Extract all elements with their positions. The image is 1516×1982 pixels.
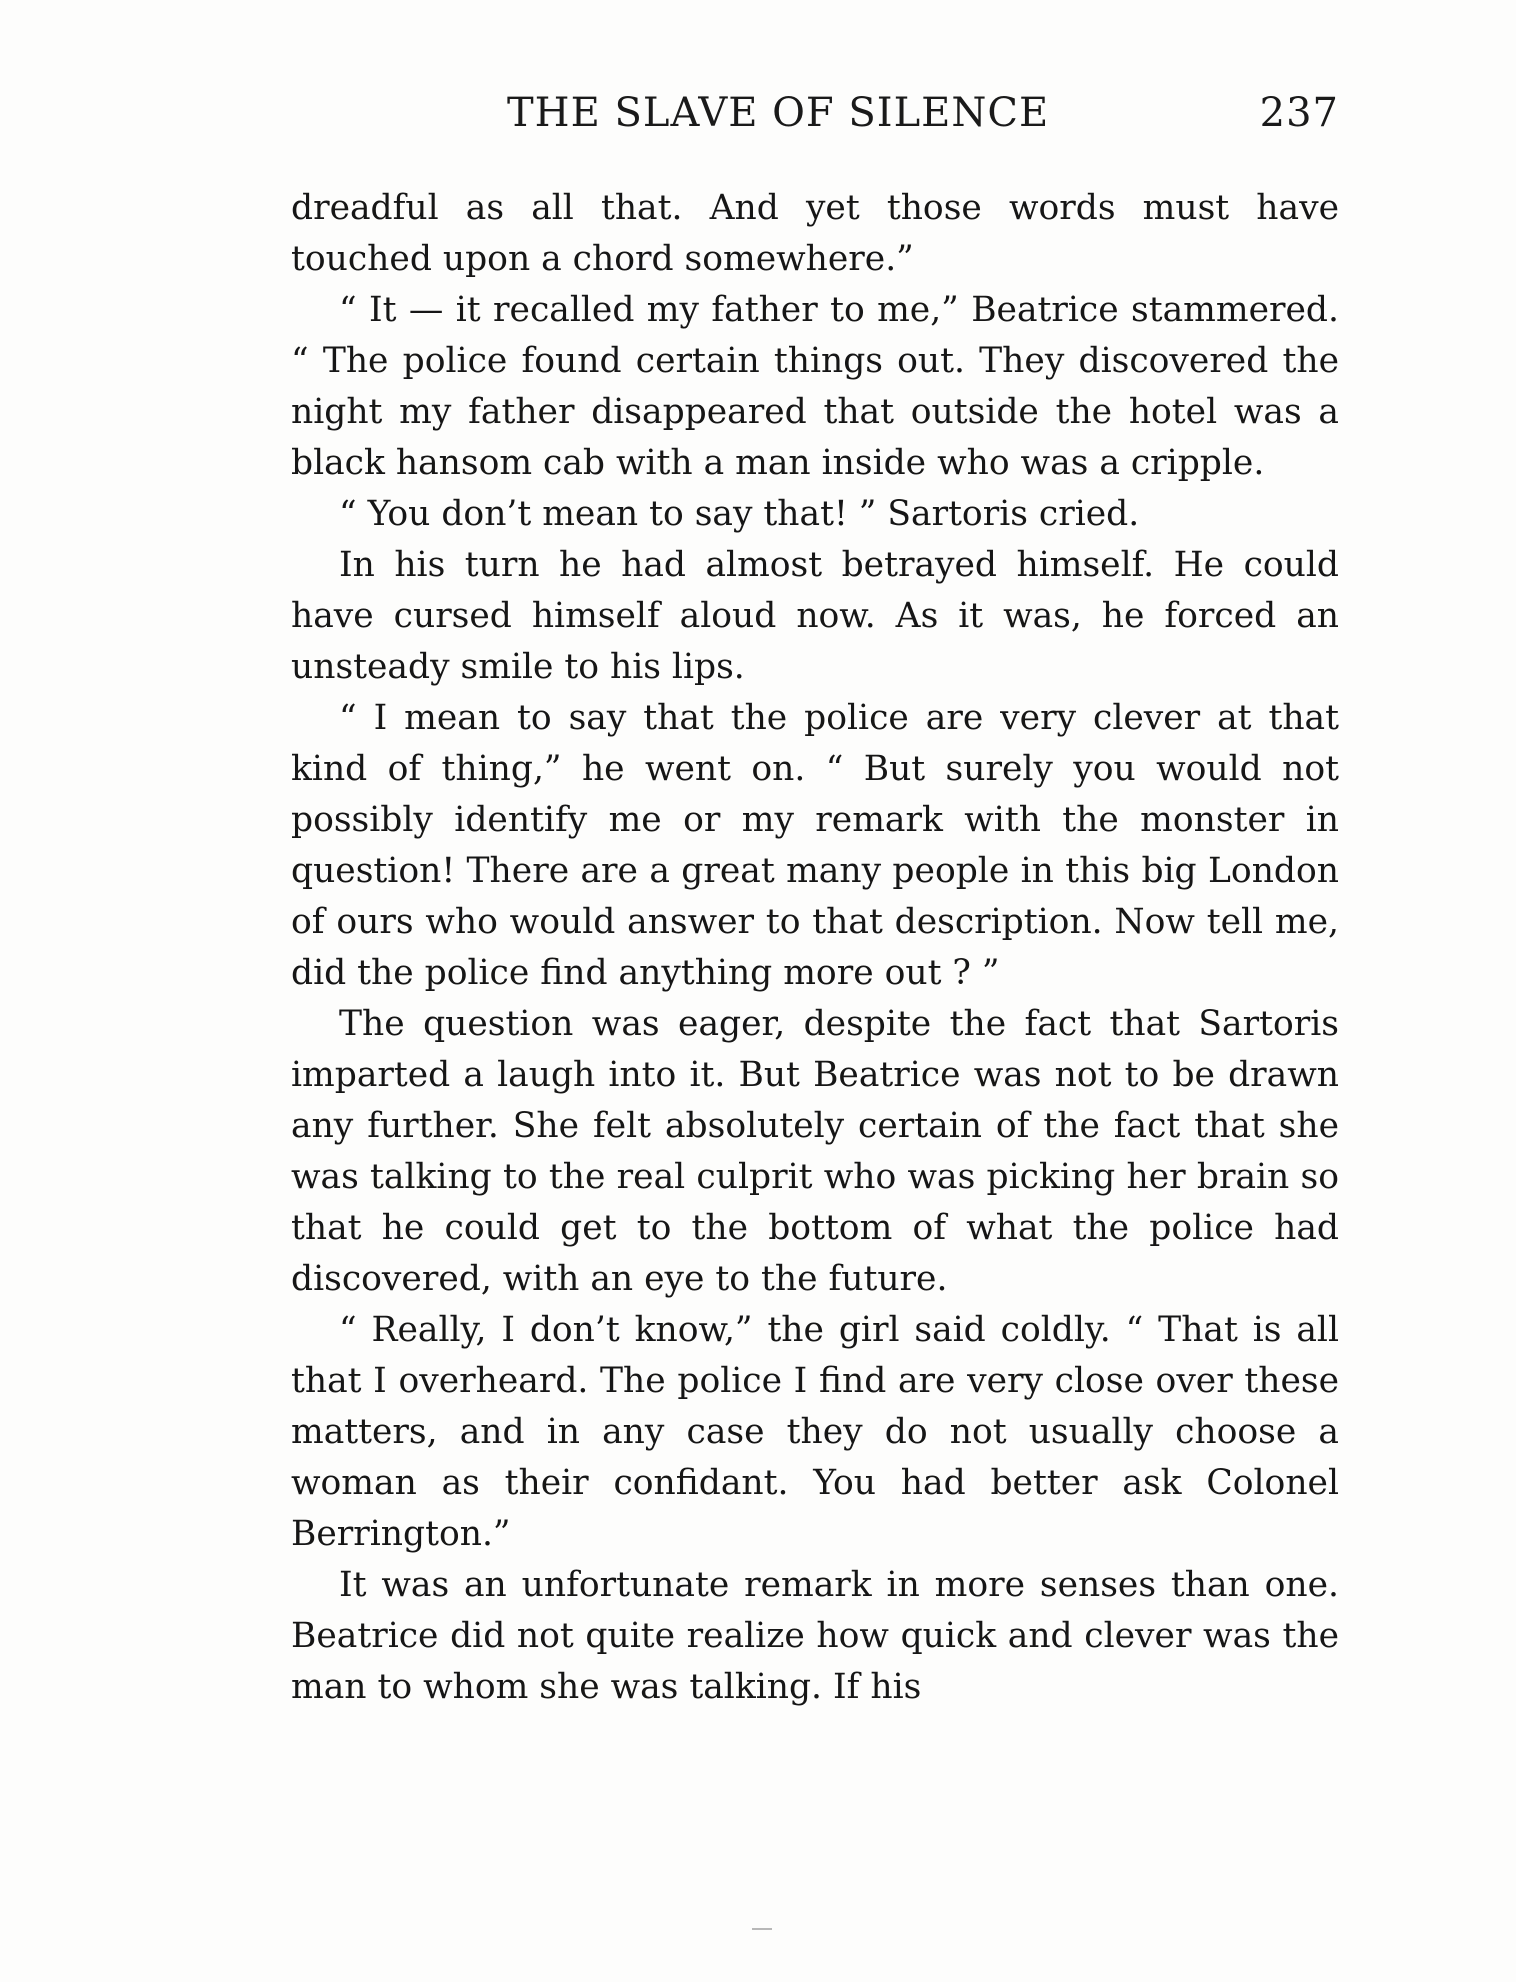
paragraph: “ You don’t mean to say that! ” Sartoris cried. [339,494,1140,534]
paragraph: It was an unfortunate remark in more senses than one. Beatrice did not quite realize how quick and clever was the man to whom she was talking. If his [291,1565,1339,1707]
paragraph: “ It — it recalled my father to me,” Beatrice stammered. “ The police found certain things out. They discovered the night my father disappeared that outside the hotel was a black hansom cab with a man inside who was a cripple. [291,290,1339,483]
running-title: THE SLAVE OF SILENCE [507,90,1050,136]
paragraph: “ Really, I don’t know,” the girl said coldly. “ That is all that I overheard. The police I find are very close over these matters, and in any case they do not usually choose a woman as their confidant. You had better ask Colonel Berrington.” [291,1310,1339,1554]
body-text [291,183,1339,1713]
paragraph: In his turn he had almost betrayed himself. He could have cursed himself aloud now. As it was, he forced an unsteady smile to his lips. [291,545,1339,687]
paragraph: The question was eager, despite the fact that Sartoris imparted a laugh into it. But Beatrice was not to be drawn any further. She felt absolutely certain of the fact that she was talking to the real culprit who was picking her brain so that he could get to the bottom of what the police had discovered, with an eye to the future. [291,1004,1339,1299]
paragraph: dreadful as all that. And yet those words must have touched upon a chord somewhere.” [291,188,1339,279]
paragraph: “ I mean to say that the police are very clever at that kind of thing,” he went on. “ But surely you would not possibly identify me or my remark with the monster in question! There are a great many people in this big London of ours who would answer to that description. Now tell me, did the police find anything more out ? ” [291,698,1339,993]
page-number: 237 [1259,90,1339,136]
running-header [291,90,1339,150]
footer-mark [752,1928,772,1930]
